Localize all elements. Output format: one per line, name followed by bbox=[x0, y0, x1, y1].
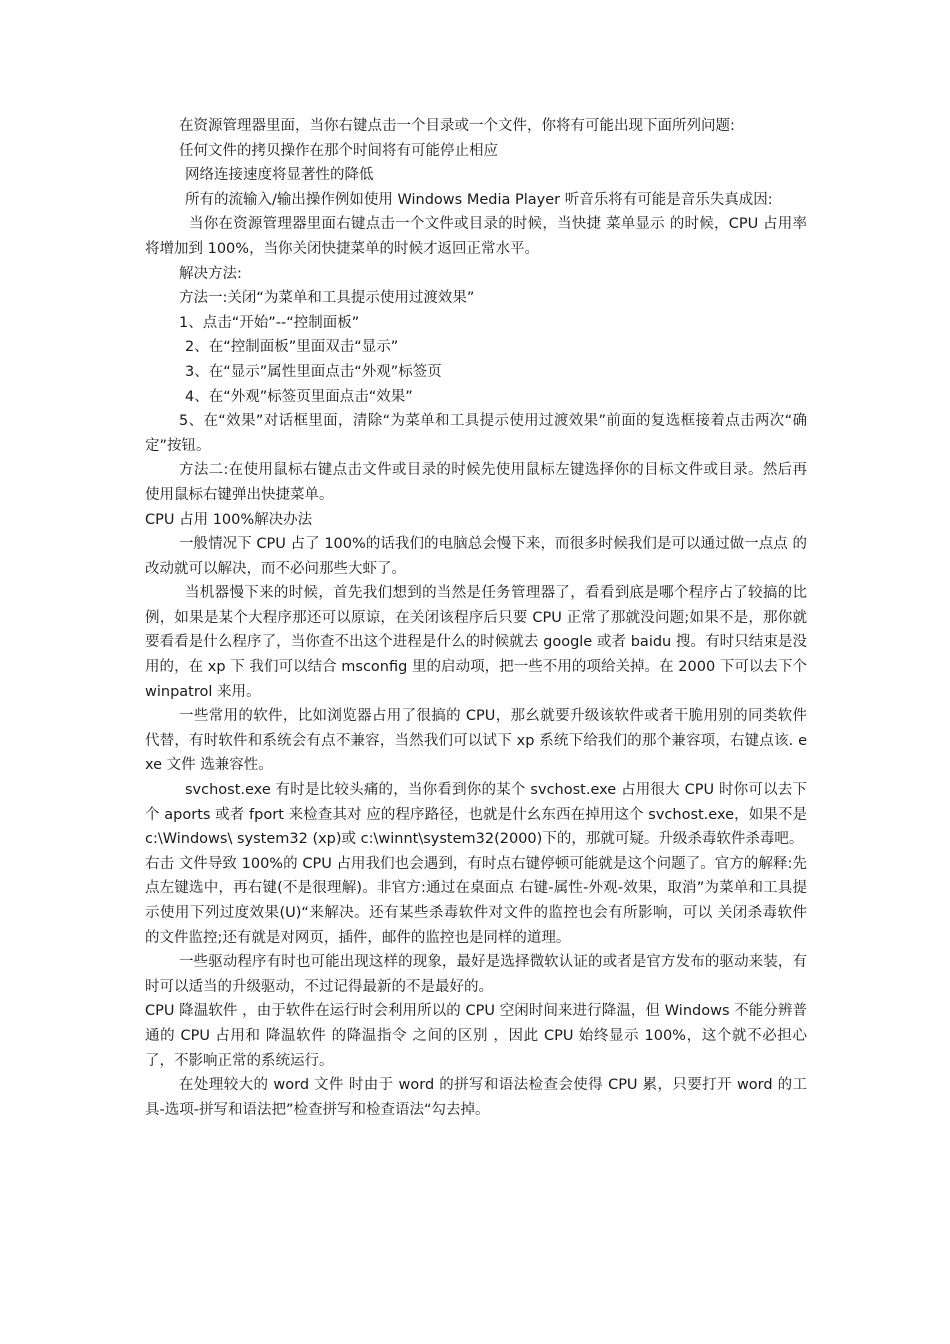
paragraph: 方法一:关闭“为菜单和工具提示使用过渡效果” bbox=[179, 290, 475, 307]
paragraph: 方法二:在使用鼠标右键点击文件或目录的时候先使用鼠标左键选择你的目标文件或目录。然后再使用鼠标右键弹出快捷菜单。 bbox=[145, 462, 807, 503]
paragraph: svchost.exe 有时是比较头痛的，当你看到你的某个 svchost.exe 占用很大 CPU 时你可以去下个 aports 或者 fport 来检查其对 应的程序路径，也就是什幺东西在掉用这个 svchost.exe，如果不是 c:\Windows\ system32 (xp)或 c:\winnt\system32(2000)下的，那就可疑。升级杀毒软件杀毒吧。 bbox=[145, 782, 807, 848]
paragraph: 在处理较大的 word 文件 时由于 word 的拼写和语法检查会使得 CPU 累，只要打开 word 的工具-选项-拼写和语法把”检查拼写和检查语法“勾去掉。 bbox=[145, 1077, 807, 1118]
paragraph: 在资源管理器里面，当你右键点击一个目录或一个文件，你将有可能出现下面所列问题: bbox=[179, 118, 735, 134]
paragraph: 任何文件的拷贝操作在那个时间将有可能停止相应 bbox=[179, 142, 498, 159]
paragraph: CPU 降温软件 ，由于软件在运行时会利用所以的 CPU 空闲时间来进行降温，但 Windows 不能分辨普通的 CPU 占用和 降温软件 的降温指令 之间的区别 ，因此 CPU 始终显示 100%，这个就不必担心了，不影响正常的系统运行。 bbox=[145, 1003, 807, 1069]
document-body bbox=[145, 114, 807, 1122]
paragraph: 右击 文件导致 100%的 CPU 占用我们也会遇到，有时点右键停顿可能就是这个问题了。官方的解释:先点左键选中，再右键(不是很理解)。非官方:通过在桌面点 右键-属性-外观-效果，取消”为菜单和工具提示使用下列过度效果(U)“来解决。还有某些杀毒软件对文件的监控也会有所影响，可以 关闭杀毒软件 的文件监控;还有就是对网页，插件，邮件的监控也是同样的道理。 bbox=[145, 855, 807, 946]
paragraph: 4、在“外观”标签页里面点击“效果” bbox=[185, 388, 413, 405]
paragraph: 一般情况下 CPU 占了 100%的话我们的电脑总会慢下来，而很多时候我们是可以通过做一点点 的改动就可以解决，而不必问那些大虾了。 bbox=[145, 536, 807, 577]
paragraph: 所有的流输入/输出操作例如使用 Windows Media Player 听音乐将有可能是音乐失真成因: bbox=[185, 191, 773, 208]
paragraph: 2、在“控制面板”里面双击“显示” bbox=[185, 339, 399, 356]
paragraph: 当机器慢下来的时候，首先我们想到的当然是任务管理器了，看看到底是哪个程序占了较搞的比例，如果是某个大程序那还可以原谅，在关闭该程序后只要 CPU 正常了那就没问题;如果不是，那你就要看看是什么程序了，当你查不出这个进程是什么的时候就去 google 或者 baidu 搜。有时只结束是没用的，在 xp 下 我们可以结合 msconfig 里的启动项，把一些不用的项给关掉。在 2000 下可以去下个 winpatrol 来用。 bbox=[145, 585, 807, 700]
paragraph: 网络连接速度将显著性的降低 bbox=[185, 167, 374, 184]
paragraph: 3、在“显示”属性里面点击“外观”标签页 bbox=[185, 363, 442, 380]
section-heading: CPU 占用 100%解决办法 bbox=[145, 511, 313, 528]
paragraph: 1、点击“开始”--“控制面板” bbox=[179, 314, 360, 331]
paragraph: 一些常用的软件，比如浏览器占用了很搞的 CPU，那幺就要升级该软件或者干脆用别的同类软件代替，有时软件和系统会有点不兼容，当然我们可以试下 xp 系统下给我们的那个兼容项，右键点该. exe 文件 选兼容性。 bbox=[145, 708, 807, 774]
paragraph: 当你在资源管理器里面右键点击一个文件或目录的时候，当快捷 菜单显示 的时候，CPU 占用率将增加到 100%，当你关闭快捷菜单的时候才返回正常水平。 bbox=[145, 216, 807, 257]
paragraph: 5、在“效果”对话框里面，清除“为菜单和工具提示使用过渡效果”前面的复选框接着点击两次“确定”按钮。 bbox=[145, 413, 807, 454]
paragraph: 解决方法: bbox=[179, 265, 242, 282]
paragraph: 一些驱动程序有时也可能出现这样的现象，最好是选择微软认证的或者是官方发布的驱动来装，有时可以适当的升级驱动，不过记得最新的不是最好的。 bbox=[145, 954, 807, 995]
